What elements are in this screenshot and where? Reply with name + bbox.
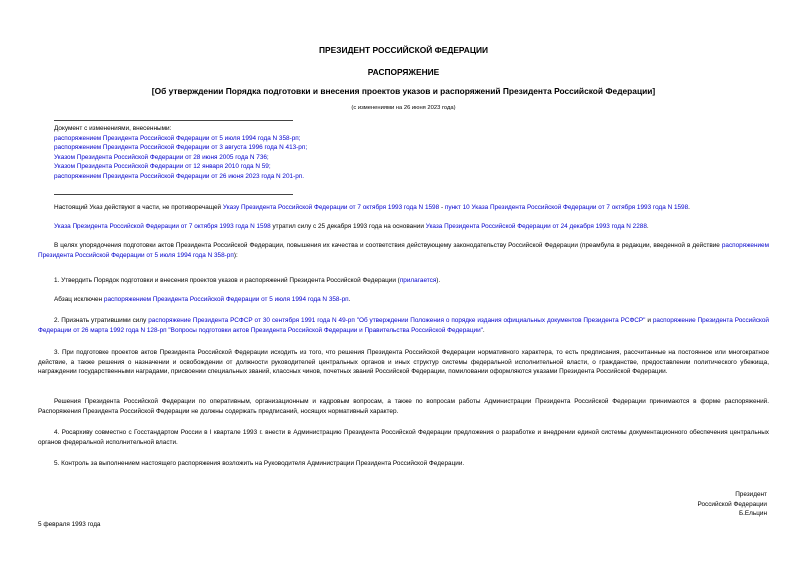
note-1: Настоящий Указ действуют в части, не противоречащей Указу Президента Российской Федерации от 7 октября 1993 года N 1598 - пункт 10 Указа Президента Российской Федерации от 7 октября 1993 года N 1598. (54, 204, 690, 211)
appendix-link[interactable]: прилагается (399, 277, 437, 284)
repealed-link[interactable]: распоряжение Президента РСФСР от 30 сентября 1991 года N 49-рп "Об утверждении Положения о порядке издания официальных документов Президента РСФСР" (148, 317, 646, 324)
amendment-link[interactable]: распоряжением Президента Российской Федерации от 5 июля 1994 года N 358-рп (103, 296, 349, 303)
change-link[interactable]: Указом Президента Российской Федерации от 28 июня 2005 года N 736; (54, 153, 269, 161)
changes-list (54, 124, 768, 182)
paragraph-4: 4. Росархиву совместно с Госстандартом России в I квартале 1993 г. внести в Администрацию Президента Российской Федерации предложения о разработке и внедрении единой системы документационного обеспечения центральных органов федеральной исполнительной власти. (38, 429, 769, 446)
preamble-link[interactable]: распоряжением Президента Российской Федерации от 5 июля 1994 года N 358-рп (38, 242, 769, 259)
document-type: РАСПОРЯЖЕНИЕ (367, 67, 440, 77)
note-link[interactable]: Указа Президента Российской Федерации от 24 декабря 1993 года N 2288 (425, 223, 647, 230)
document-subject: [Об утверждении Порядка подготовки и внесения проектов указов и распоряжений Президента Российской Федерации] (151, 86, 656, 96)
note-link[interactable]: Указу Президента Российской Федерации от 7 октября 1993 года N 1598 (222, 204, 440, 211)
paragraph-1: 1. Утвердить Порядок подготовки и внесения проектов указов и распоряжений Президента Российской Федерации (прилагается). (54, 277, 441, 284)
note-link[interactable]: пункт 10 Указа Президента Российской Федерации от 7 октября 1993 года N 1598 (444, 204, 689, 211)
note-link[interactable]: Указа Президента Российской Федерации от 7 октября 1993 года N 1598 (54, 223, 271, 230)
divider-bottom (54, 194, 293, 195)
changes-note: (с изменениями на 26 июня 2023 года) (351, 105, 456, 111)
changes-intro: Документ с изменениями, внесенными: (54, 125, 172, 132)
change-link[interactable]: Указом Президента Российской Федерации от 12 января 2010 года N 59; (54, 163, 271, 171)
divider-top (54, 120, 293, 121)
note-2: Указа Президента Российской Федерации от 7 октября 1993 года N 1598 утратил силу с 25 декабря 1993 года на основании Указа Президента Российской Федерации от 24 декабря 1993 года N 2288. (38, 222, 769, 232)
signature-name: Б.Ельцин (738, 510, 767, 518)
paragraph-5: 5. Контроль за выполнением настоящего распоряжения возложить на Руководителя Администрации Президента Российской Федерации. (54, 460, 465, 467)
page-title: ПРЕЗИДЕНТ РОССИЙСКОЙ ФЕДЕРАЦИИ (319, 45, 488, 55)
signature-subtitle: Российской Федерации (697, 500, 767, 508)
signature-title: Президент (735, 491, 767, 498)
change-link[interactable]: распоряжением Президента Российской Федерации от 26 июня 2023 года N 201-рп. (54, 172, 304, 180)
paragraph-3: 3. При подготовке проектов актов Президента Российской Федерации исходить из того, что решения Президента Российской Федерации нормативного характера, то есть предписания, рассчитанные на постоянное или многократное действие, а также решения о назначении и освобождении от должности руководителей центральных органов и иных структур системы федеральной исполнительной власти, о гражданстве, предоставлении политического убежища, награждении государственными наградами, присвоении специальных званий, классных чинов, почетных званий Российской Федерации, помиловании оформляются указами Президента Российской Федерации. (38, 349, 769, 376)
document-date: 5 февраля 1993 года (38, 521, 101, 528)
paragraph-3b: Решения Президента Российской Федерации по оперативным, организационным и кадровым вопросам, а также по вопросам работы Администрации Президента Российской Федерации принимаются в форме распоряжений. Распоряжения Президента Российской Федерации не должны содержать предписаний, носящих нормативный характер. (38, 398, 769, 415)
change-link[interactable]: распоряжением Президента Российской Федерации от 3 августа 1996 года N 413-рп; (54, 144, 308, 152)
preamble: В целях упорядочения подготовки актов Президента Российской Федерации, повышения их качества и соответствия действующему законодательству Российской Федерации (преамбула в редакции, введенной в действие распоряжением Президента Российской Федерации от 5 июля 1994 года N 358-рп): (38, 242, 769, 259)
signature-block (698, 490, 768, 519)
paragraph-1-note: Абзац исключен распоряжением Президента Российской Федерации от 5 июля 1994 года N 358-рп. (54, 296, 351, 303)
repealed-link[interactable]: распоряжение Президента Российской Федерации от 26 марта 1992 года N 128-рп "Вопросы подготовки актов Президента Российской Федерации и Правительства Российской Федерации" (38, 317, 770, 334)
change-link[interactable]: распоряжением Президента Российской Федерации от 5 июля 1994 года N 358-рп; (54, 134, 301, 142)
paragraph-2: 2. Признать утратившими силу распоряжение Президента РСФСР от 30 сентября 1991 года N 49-рп "Об утверждении Положения о порядке издания официальных документов Президента РСФСР" и распоряжение Президента Российской Федерации от 26 марта 1992 года N 128-рп "Вопросы подготовки актов Президента Российской Федерации и Правительства Российской Федерации". (38, 317, 770, 334)
